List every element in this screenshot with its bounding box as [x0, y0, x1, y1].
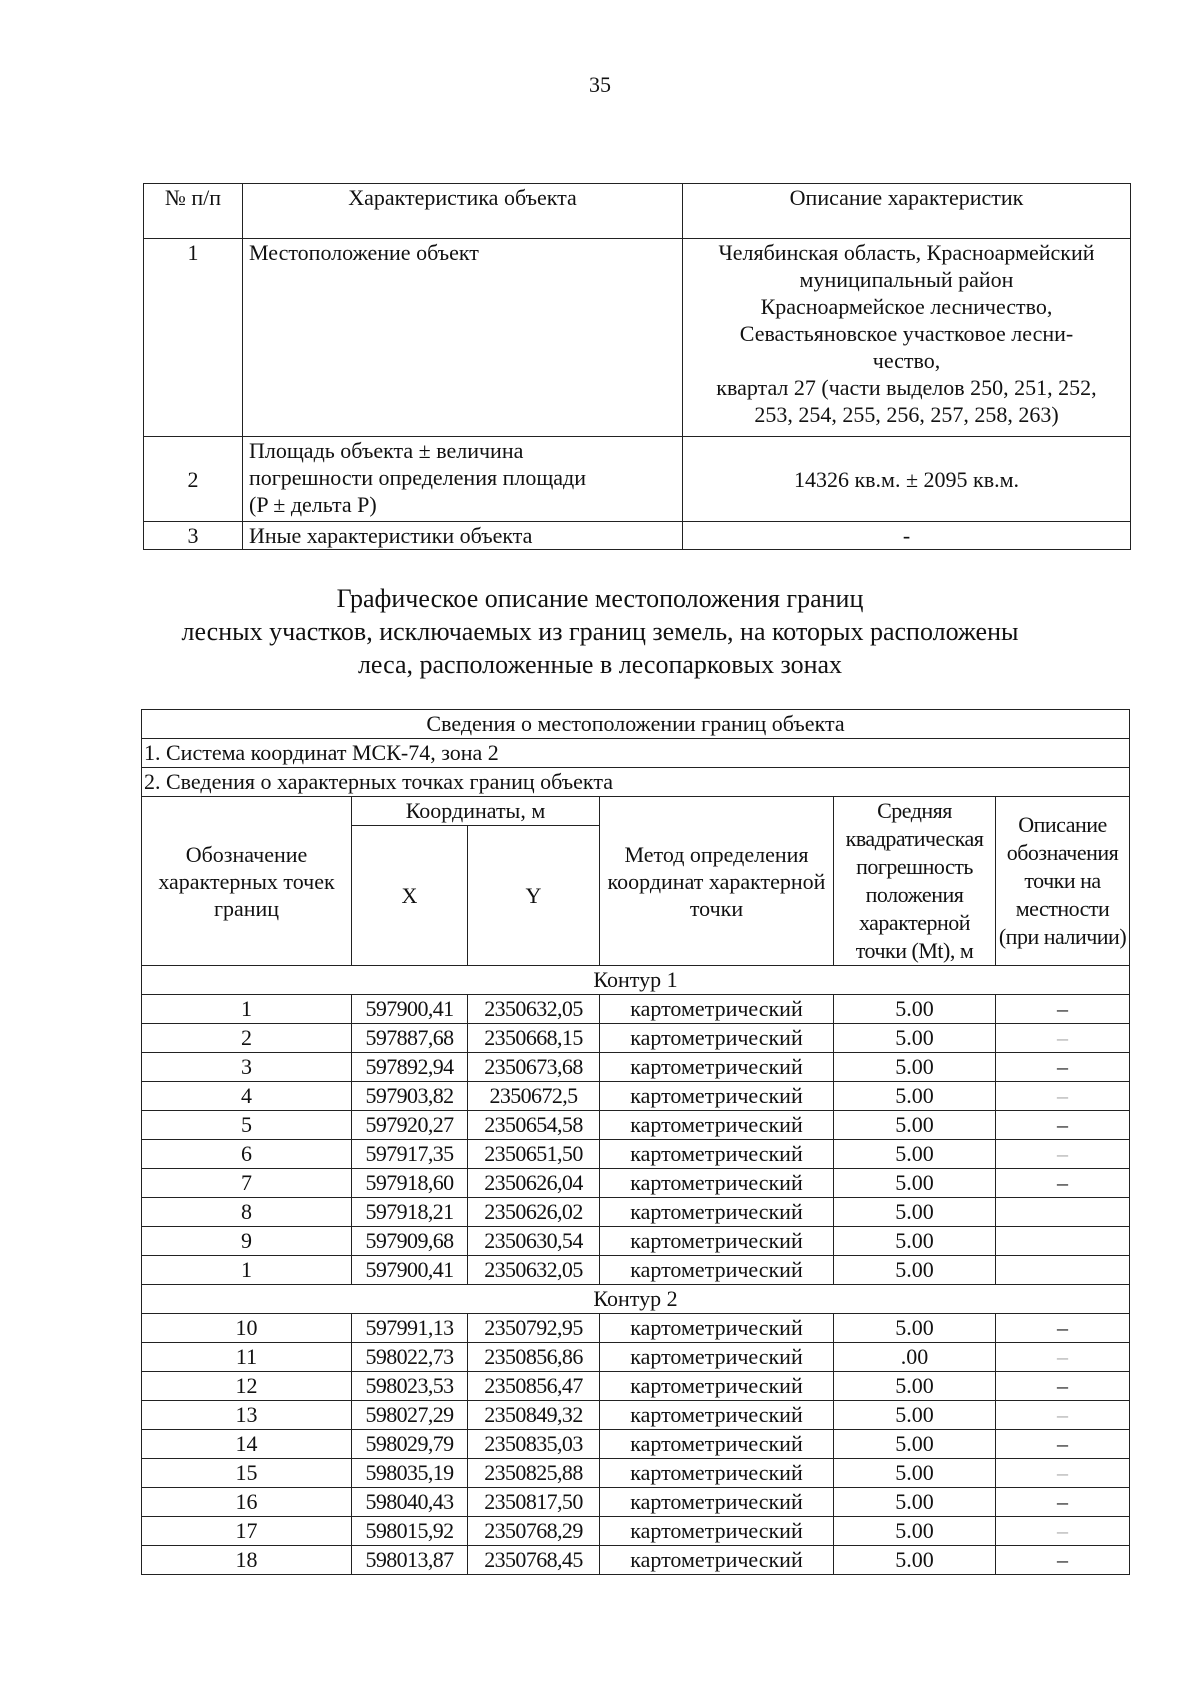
table-row [142, 1430, 1130, 1459]
title-line: лесных участков, исключаемых из границ земель, на которых расположены [181, 617, 1019, 646]
mean-error: 5.00 [834, 995, 996, 1024]
mean-error: 5.00 [834, 1372, 996, 1401]
mean-error: 5.00 [834, 1459, 996, 1488]
point-number: 9 [142, 1227, 352, 1256]
x-coordinate: 598035,19 [352, 1459, 468, 1488]
row-description: - [683, 522, 1131, 550]
description-line: чество, [872, 348, 941, 373]
object-characteristics-table [143, 183, 1131, 550]
point-description [996, 1198, 1130, 1227]
description-line: квартал 27 (части выделов 250, 251, 252, [716, 375, 1097, 400]
x-coordinate: 597892,94 [352, 1053, 468, 1082]
contour-header-row [142, 1285, 1130, 1314]
y-coordinate: 2350835,03 [468, 1430, 600, 1459]
table-row [144, 437, 1131, 522]
y-coordinate: 2350654,58 [468, 1111, 600, 1140]
method: картометрический [600, 1546, 834, 1575]
table-row [142, 1488, 1130, 1517]
y-coordinate: 2350632,05 [468, 995, 600, 1024]
row-name [243, 437, 683, 522]
point-number: 8 [142, 1198, 352, 1227]
y-coordinate: 2350673,68 [468, 1053, 600, 1082]
point-description: – [996, 1343, 1130, 1372]
header-coords: Координаты, м [352, 797, 600, 826]
method: картометрический [600, 1082, 834, 1111]
table-row [142, 1140, 1130, 1169]
point-number: 11 [142, 1343, 352, 1372]
table-caption: Сведения о местоположении границ объекта [142, 710, 1130, 739]
header-x: X [352, 826, 468, 966]
table-row [142, 1169, 1130, 1198]
method: картометрический [600, 1169, 834, 1198]
method: картометрический [600, 1343, 834, 1372]
point-number: 5 [142, 1111, 352, 1140]
y-coordinate: 2350768,45 [468, 1546, 600, 1575]
title-line: леса, расположенные в лесопарковых зонах [357, 650, 843, 679]
point-number: 14 [142, 1430, 352, 1459]
point-description: – [996, 1517, 1130, 1546]
mean-error: 5.00 [834, 1517, 996, 1546]
header-description: Описание обозначения точки на местности (при наличии) [996, 797, 1130, 966]
header-y: Y [468, 826, 600, 966]
y-coordinate: 2350825,88 [468, 1459, 600, 1488]
method: картометрический [600, 1488, 834, 1517]
x-coordinate: 598040,43 [352, 1488, 468, 1517]
mean-error: 5.00 [834, 1024, 996, 1053]
x-coordinate: 597887,68 [352, 1024, 468, 1053]
mean-error: 5.00 [834, 1082, 996, 1111]
point-description: – [996, 1169, 1130, 1198]
x-coordinate: 597920,27 [352, 1111, 468, 1140]
table-row [142, 1343, 1130, 1372]
method: картометрический [600, 1198, 834, 1227]
y-coordinate: 2350856,86 [468, 1343, 600, 1372]
x-coordinate: 598013,87 [352, 1546, 468, 1575]
table-row [142, 1053, 1130, 1082]
table-row [142, 995, 1130, 1024]
point-number: 13 [142, 1401, 352, 1430]
section-title [0, 582, 1200, 681]
method: картометрический [600, 1314, 834, 1343]
x-coordinate: 598027,29 [352, 1401, 468, 1430]
row-number: 2 [144, 437, 243, 522]
mean-error: 5.00 [834, 1227, 996, 1256]
mean-error: 5.00 [834, 1111, 996, 1140]
table-row [142, 1111, 1130, 1140]
mean-error: 5.00 [834, 1169, 996, 1198]
x-coordinate: 598015,92 [352, 1517, 468, 1546]
boundary-points-table [141, 709, 1130, 1575]
method: картометрический [600, 1227, 834, 1256]
point-number: 10 [142, 1314, 352, 1343]
x-coordinate: 597903,82 [352, 1082, 468, 1111]
y-coordinate: 2350768,29 [468, 1517, 600, 1546]
table-row [142, 1198, 1130, 1227]
mean-error: 5.00 [834, 1198, 996, 1227]
x-coordinate: 597991,13 [352, 1314, 468, 1343]
method: картометрический [600, 1401, 834, 1430]
y-coordinate: 2350817,50 [468, 1488, 600, 1517]
header-error: Средняя квадратическая погрешность положения характерной точки (Mt), м [834, 797, 996, 966]
mean-error: 5.00 [834, 1401, 996, 1430]
point-number: 18 [142, 1546, 352, 1575]
point-description [996, 1227, 1130, 1256]
mean-error: 5.00 [834, 1314, 996, 1343]
x-coordinate: 597909,68 [352, 1227, 468, 1256]
row-name: Иные характеристики объекта [243, 522, 683, 550]
table-row [144, 522, 1131, 550]
point-number: 16 [142, 1488, 352, 1517]
header-characteristic: Характеристика объекта [243, 184, 683, 239]
description-line: Севастьяновское участковое лесни- [739, 321, 1074, 346]
contour-label: Контур 1 [142, 966, 1130, 995]
x-coordinate: 597918,21 [352, 1198, 468, 1227]
name-line: погрешности определения площади [249, 465, 587, 490]
point-description: – [996, 1111, 1130, 1140]
y-coordinate: 2350626,02 [468, 1198, 600, 1227]
y-coordinate: 2350632,05 [468, 1256, 600, 1285]
table-row [142, 1517, 1130, 1546]
table-row [142, 1314, 1130, 1343]
title-line: Графическое описание местоположения границ [336, 584, 864, 613]
mean-error: 5.00 [834, 1430, 996, 1459]
point-description: – [996, 1488, 1130, 1517]
point-number: 1 [142, 1256, 352, 1285]
y-coordinate: 2350668,15 [468, 1024, 600, 1053]
name-line: Площадь объекта ± величина [249, 438, 524, 463]
y-coordinate: 2350651,50 [468, 1140, 600, 1169]
y-coordinate: 2350672,5 [468, 1082, 600, 1111]
method: картометрический [600, 1256, 834, 1285]
header-designation: Обозначение характерных точек границ [142, 797, 352, 966]
point-description: – [996, 1372, 1130, 1401]
point-number: 15 [142, 1459, 352, 1488]
description-line: 253, 254, 255, 256, 257, 258, 263) [754, 402, 1059, 427]
contour-label: Контур 2 [142, 1285, 1130, 1314]
table-row [142, 1082, 1130, 1111]
mean-error: .00 [834, 1343, 996, 1372]
row-description [683, 239, 1131, 437]
y-coordinate: 2350849,32 [468, 1401, 600, 1430]
point-number: 2 [142, 1024, 352, 1053]
page-number: 35 [589, 72, 611, 97]
coordinate-system: 1. Система координат МСК-74, зона 2 [142, 739, 1130, 768]
method: картометрический [600, 1459, 834, 1488]
point-description [996, 1256, 1130, 1285]
table-row [142, 1372, 1130, 1401]
method: картометрический [600, 995, 834, 1024]
point-description: – [996, 1053, 1130, 1082]
method: картометрический [600, 1430, 834, 1459]
row-name: Местоположение объект [243, 239, 683, 437]
point-number: 12 [142, 1372, 352, 1401]
mean-error: 5.00 [834, 1140, 996, 1169]
point-description: – [996, 995, 1130, 1024]
row-number: 3 [144, 522, 243, 550]
header-number: № п/п [144, 184, 243, 239]
x-coordinate: 598029,79 [352, 1430, 468, 1459]
description-line: Челябинская область, Красноармейский [718, 240, 1095, 265]
row-number: 1 [144, 239, 243, 437]
y-coordinate: 2350792,95 [468, 1314, 600, 1343]
table-row [142, 1227, 1130, 1256]
point-description: – [996, 1314, 1130, 1343]
table-row [142, 1546, 1130, 1575]
method: картометрический [600, 1517, 834, 1546]
description-line: муниципальный район [799, 267, 1014, 292]
row-description: 14326 кв.м. ± 2095 кв.м. [683, 437, 1131, 522]
table-row [142, 1256, 1130, 1285]
point-description: – [996, 1459, 1130, 1488]
point-description: – [996, 1024, 1130, 1053]
x-coordinate: 597917,35 [352, 1140, 468, 1169]
point-number: 7 [142, 1169, 352, 1198]
x-coordinate: 598022,73 [352, 1343, 468, 1372]
mean-error: 5.00 [834, 1053, 996, 1082]
y-coordinate: 2350630,54 [468, 1227, 600, 1256]
header-method: Метод определения координат характерной точки [600, 797, 834, 966]
point-number: 17 [142, 1517, 352, 1546]
contour-header-row [142, 966, 1130, 995]
description-line: Красноармейское лесничество, [760, 294, 1053, 319]
mean-error: 5.00 [834, 1256, 996, 1285]
y-coordinate: 2350626,04 [468, 1169, 600, 1198]
point-description: – [996, 1430, 1130, 1459]
point-number: 6 [142, 1140, 352, 1169]
method: картометрический [600, 1372, 834, 1401]
x-coordinate: 597900,41 [352, 995, 468, 1024]
header-description: Описание характеристик [683, 184, 1131, 239]
point-description: – [996, 1140, 1130, 1169]
table-row [144, 239, 1131, 437]
table-row [142, 1459, 1130, 1488]
point-number: 4 [142, 1082, 352, 1111]
point-description: – [996, 1546, 1130, 1575]
points-caption: 2. Сведения о характерных точках границ объекта [142, 768, 1130, 797]
table-header-row [144, 184, 1131, 239]
point-description: – [996, 1082, 1130, 1111]
x-coordinate: 597918,60 [352, 1169, 468, 1198]
mean-error: 5.00 [834, 1488, 996, 1517]
x-coordinate: 597900,41 [352, 1256, 468, 1285]
name-line: (P ± дельта P) [249, 492, 377, 517]
method: картометрический [600, 1140, 834, 1169]
mean-error: 5.00 [834, 1546, 996, 1575]
point-number: 1 [142, 995, 352, 1024]
y-coordinate: 2350856,47 [468, 1372, 600, 1401]
method: картометрический [600, 1111, 834, 1140]
table-row [142, 1024, 1130, 1053]
point-number: 3 [142, 1053, 352, 1082]
x-coordinate: 598023,53 [352, 1372, 468, 1401]
table-row [142, 1401, 1130, 1430]
point-description: – [996, 1401, 1130, 1430]
method: картометрический [600, 1024, 834, 1053]
method: картометрический [600, 1053, 834, 1082]
